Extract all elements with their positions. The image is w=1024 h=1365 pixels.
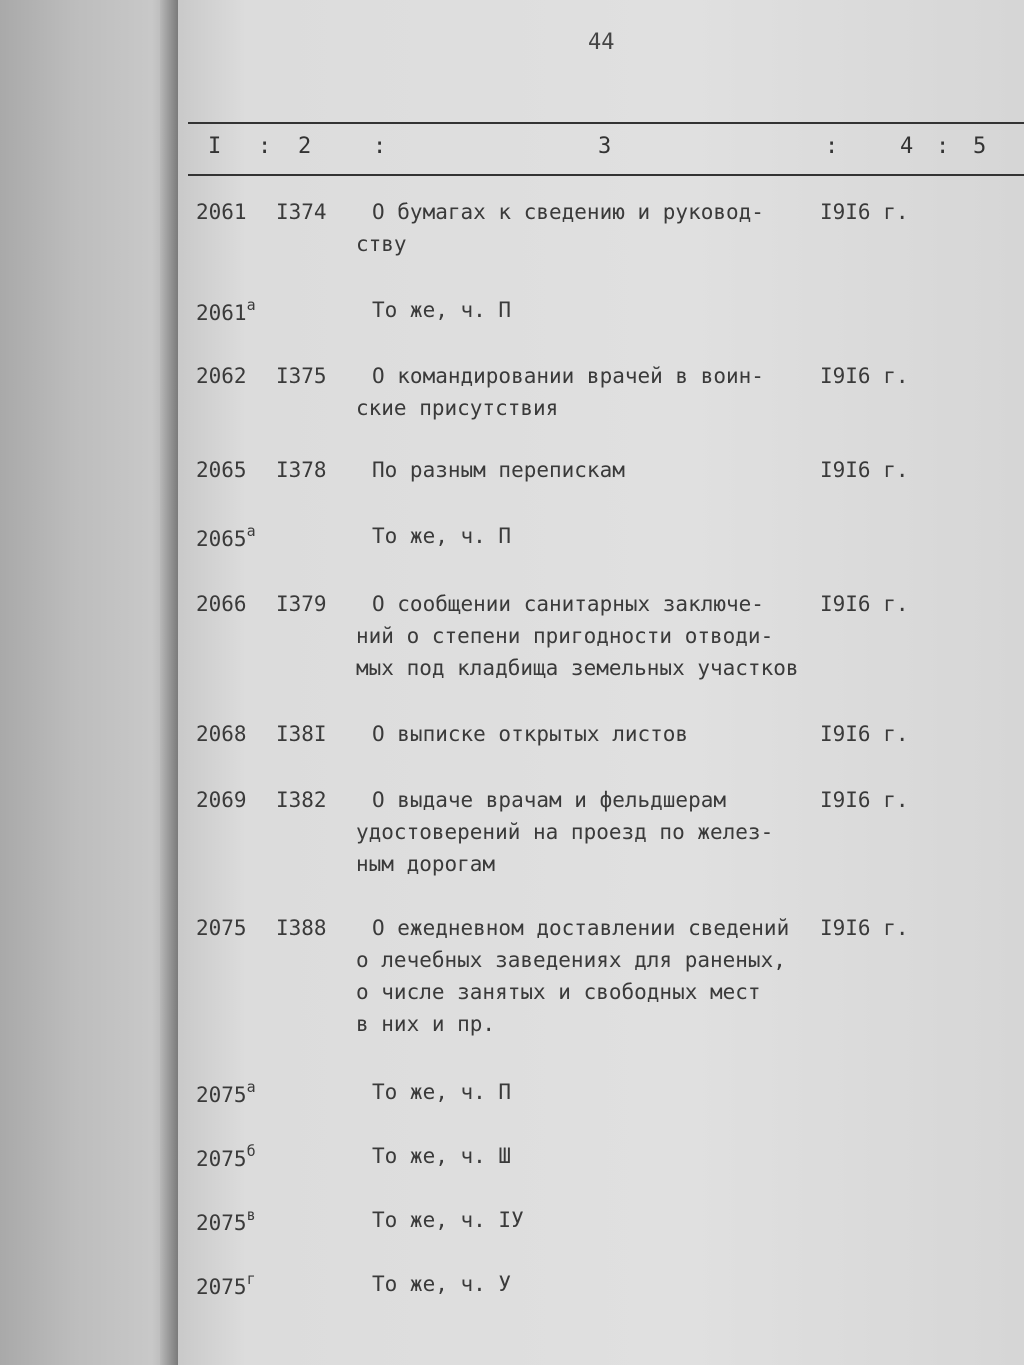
row-title bbox=[356, 912, 826, 1040]
row-number bbox=[196, 722, 247, 746]
page-number: 44 bbox=[588, 30, 615, 55]
row-old-number: I38I bbox=[276, 722, 327, 746]
row-number-suffix: а bbox=[246, 522, 256, 540]
row-title-line: ству bbox=[356, 232, 407, 256]
row-number-text: 2066 bbox=[196, 592, 247, 616]
table-header bbox=[188, 122, 1024, 176]
row-title-line: То же, ч. П bbox=[372, 524, 512, 548]
row-old-number: I382 bbox=[276, 788, 327, 812]
row-number-suffix: а bbox=[246, 296, 256, 314]
row-title bbox=[356, 196, 826, 260]
row-year: I9I6 г. bbox=[820, 592, 909, 616]
row-title-line: О выписке открытых листов bbox=[372, 722, 689, 746]
row-year: I9I6 г. bbox=[820, 364, 909, 388]
row-title bbox=[356, 588, 826, 684]
row-number-suffix: б bbox=[246, 1142, 256, 1160]
row-number-suffix: а bbox=[246, 1078, 256, 1096]
row-title-line: То же, ч. У bbox=[372, 1272, 512, 1296]
row-title-line: О выдаче врачам и фельдшерам bbox=[372, 788, 727, 812]
row-number bbox=[196, 788, 247, 812]
header-col-3: 3 bbox=[598, 134, 612, 159]
header-separator: : bbox=[936, 134, 950, 159]
row-title-line: о лечебных заведениях для раненых, bbox=[356, 948, 786, 972]
row-year: I9I6 г. bbox=[820, 916, 909, 940]
document-page bbox=[178, 0, 1024, 1365]
row-old-number: I374 bbox=[276, 200, 327, 224]
row-number-text: 2075 bbox=[196, 916, 247, 940]
row-title-line: То же, ч. П bbox=[372, 1080, 512, 1104]
row-title bbox=[356, 360, 826, 424]
row-title bbox=[356, 718, 826, 750]
row-number bbox=[196, 364, 247, 388]
row-title bbox=[356, 1268, 826, 1300]
row-title-line: То же, ч. П bbox=[372, 298, 512, 322]
row-number bbox=[196, 1080, 256, 1107]
row-number bbox=[196, 458, 247, 482]
row-number bbox=[196, 1144, 256, 1171]
row-number-text: 2075 bbox=[196, 1275, 247, 1299]
row-title-line: о числе занятых и свободных мест bbox=[356, 980, 761, 1004]
header-col-4: 4 bbox=[900, 134, 914, 159]
row-title-line: О бумагах к сведению и руковод- bbox=[372, 200, 764, 224]
row-number-text: 2061 bbox=[196, 200, 247, 224]
header-separator: : bbox=[258, 134, 272, 159]
row-title-line: ным дорогам bbox=[356, 852, 496, 876]
row-number-text: 2065 bbox=[196, 527, 247, 551]
row-year: I9I6 г. bbox=[820, 458, 909, 482]
row-number-text: 2062 bbox=[196, 364, 247, 388]
row-number bbox=[196, 592, 247, 616]
header-col-2: 2 bbox=[298, 134, 312, 159]
row-title-line: в них и пр. bbox=[356, 1012, 496, 1036]
row-year: I9I6 г. bbox=[820, 200, 909, 224]
row-title bbox=[356, 784, 826, 880]
row-title-line: О командировании врачей в воин- bbox=[372, 364, 764, 388]
header-col-5: 5 bbox=[973, 134, 987, 159]
row-number-text: 2065 bbox=[196, 458, 247, 482]
row-title-line: О сообщении санитарных заключе- bbox=[372, 592, 764, 616]
row-title bbox=[356, 1076, 826, 1108]
header-separator: : bbox=[825, 134, 839, 159]
row-title bbox=[356, 1140, 826, 1172]
row-title bbox=[356, 1204, 826, 1236]
row-year: I9I6 г. bbox=[820, 722, 909, 746]
row-title bbox=[356, 294, 826, 326]
row-number bbox=[196, 1272, 256, 1299]
row-number-text: 2075 bbox=[196, 1147, 247, 1171]
row-old-number: I378 bbox=[276, 458, 327, 482]
row-title bbox=[356, 520, 826, 552]
row-old-number: I379 bbox=[276, 592, 327, 616]
row-title-line: удостоверений на проезд по желез- bbox=[356, 820, 774, 844]
row-number-suffix: в bbox=[246, 1206, 256, 1224]
row-old-number: I388 bbox=[276, 916, 327, 940]
row-number-suffix: г bbox=[246, 1270, 256, 1288]
row-title-line: ний о степени пригодности отводи- bbox=[356, 624, 774, 648]
row-title-line: То же, ч. IУ bbox=[372, 1208, 524, 1232]
row-title-line: То же, ч. Ш bbox=[372, 1144, 512, 1168]
row-number-text: 2068 bbox=[196, 722, 247, 746]
row-title-line: ские присутствия bbox=[356, 396, 559, 420]
row-number bbox=[196, 200, 247, 224]
row-title-line: мых под кладбища земельных участков bbox=[356, 656, 799, 680]
row-old-number: I375 bbox=[276, 364, 327, 388]
row-title-line: По разным перепискам bbox=[372, 458, 625, 482]
row-number bbox=[196, 524, 256, 551]
header-col-1: I bbox=[208, 134, 222, 159]
header-separator: : bbox=[373, 134, 387, 159]
row-number-text: 2075 bbox=[196, 1083, 247, 1107]
row-number bbox=[196, 916, 247, 940]
row-number-text: 2075 bbox=[196, 1211, 247, 1235]
row-number bbox=[196, 298, 256, 325]
row-title bbox=[356, 454, 826, 486]
row-number bbox=[196, 1208, 256, 1235]
row-year: I9I6 г. bbox=[820, 788, 909, 812]
row-title-line: О ежедневном доставлении сведений bbox=[372, 916, 790, 940]
row-number-text: 2069 bbox=[196, 788, 247, 812]
row-number-text: 2061 bbox=[196, 301, 247, 325]
